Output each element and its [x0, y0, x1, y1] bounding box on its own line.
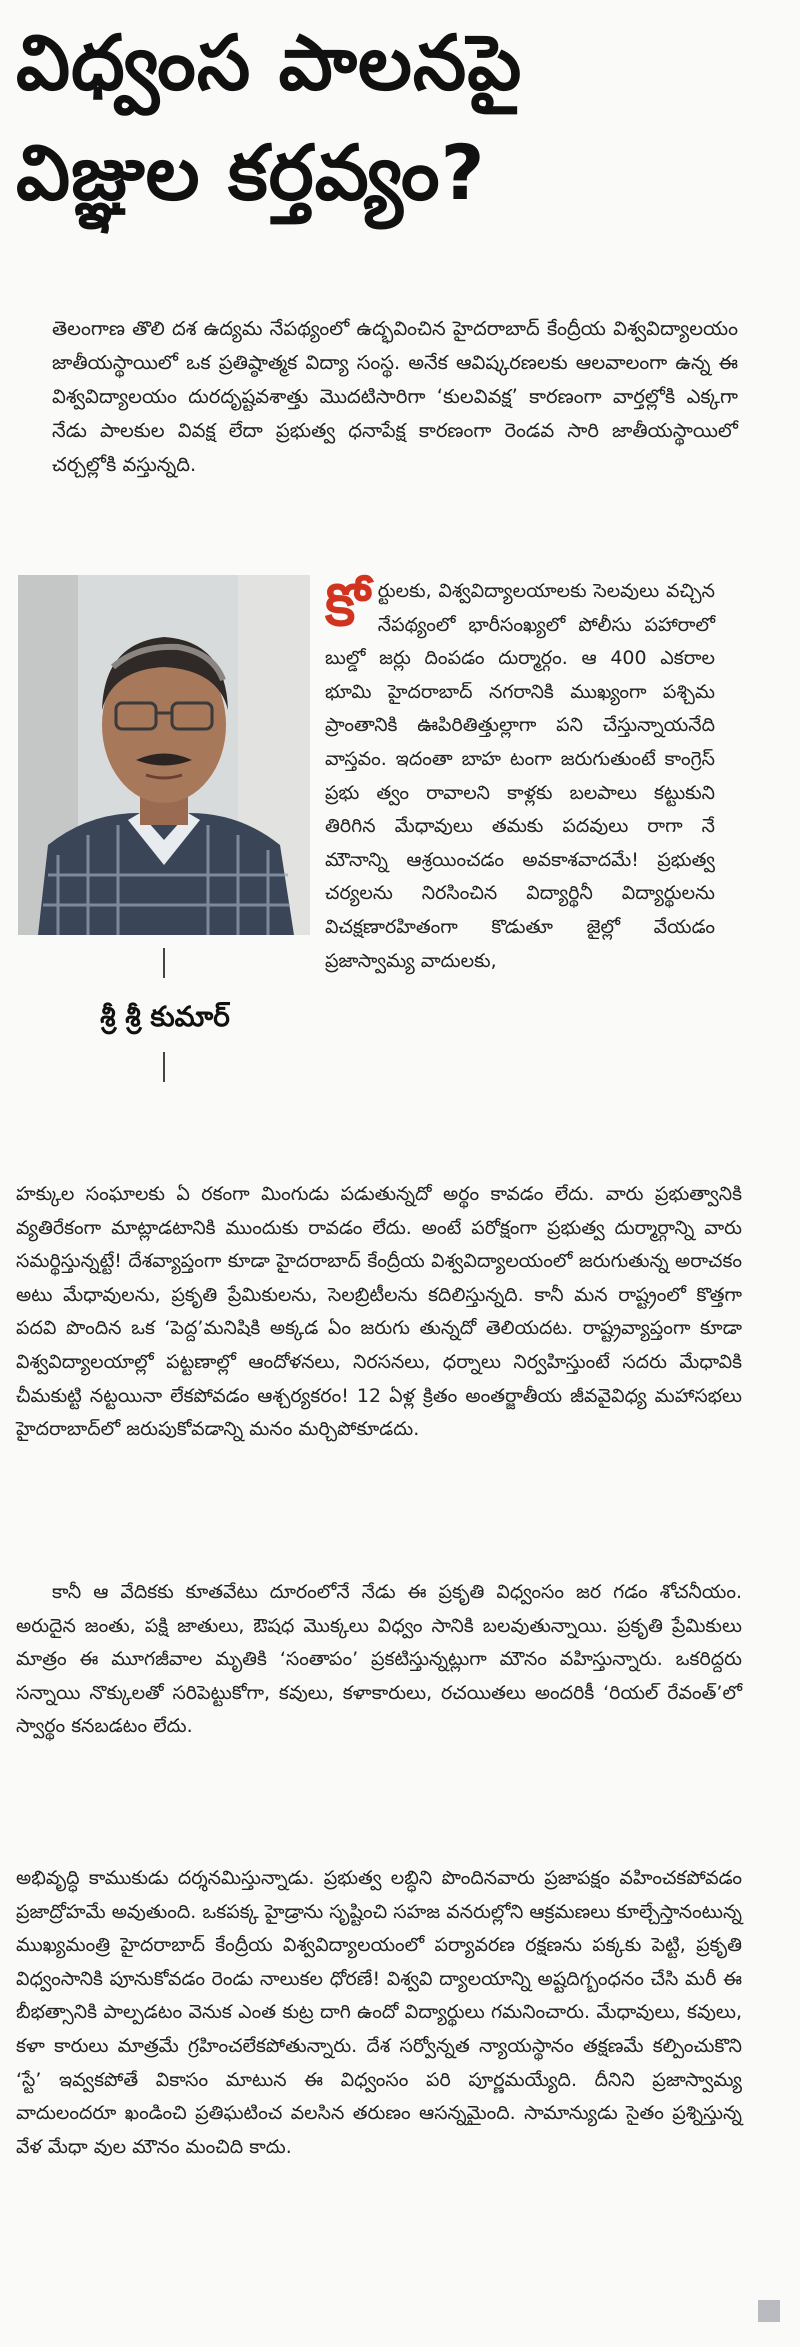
byline-divider-bottom — [163, 1052, 165, 1082]
headline-line-2: విజ్ఞుల కర్తవ్యం? — [16, 128, 486, 217]
dropcap: కో — [325, 571, 370, 639]
author-byline: శ్రీ శ్రీ కుమార్ — [100, 1000, 230, 1033]
headline-line-1: విధ్వంస పాలనపై — [16, 18, 523, 107]
headline — [16, 8, 786, 228]
article-paragraph-2: కానీ ఆ వేదికకు కూతవేటు దూరంలోనే నేడు ఈ ప్రకృతి విధ్వంసం జర గడం శోచనీయం. అరుదైన జంతు, పక్షి జాతులు, ఔషధ మొక్కలు విధ్వం సానికి బలవుతున్నాయి. ప్రకృతి ప్రేమికులు మాత్రం ఈ మూగజీవాల మృతికి ‘సంతాపం’ ప్రకటిస్తున్నట్లుగా మౌనం వహిస్తున్నారు. ఒకరిద్దరు సన్నాయి నొక్కులతో సరిపెట్టుకోగా, కవులు, కళాకారులు, రచయితలు అందరికీ ‘రియల్ రేవంత్’లో స్వార్థం కనబడటం లేదు. — [16, 1581, 742, 1738]
author-portrait-image — [18, 575, 310, 935]
article-column — [325, 571, 715, 978]
column-text: ర్టులకు, విశ్వవిద్యాలయాలకు సెలవులు వచ్చిన నేపథ్యంలో భారీసంఖ్యలో పోలీసు పహారాలో బుల్డో జర్లు దింపడం దుర్మార్గం. ఆ 400 ఎకరాల భూమి హైదరాబాద్ నగరానికి ముఖ్యంగా పశ్చిమ ప్రాంతానికి ఊపిరితిత్తుల్లాగా పని చేస్తున్నాయనేది వాస్తవం. ఇదంతా బాహ టంగా జరుగుతుంటే కాంగ్రెస్ ప్రభు త్వం రావాలని కాళ్లకు బలపాలు కట్టుకుని తిరిగిన మేధావులు తమకు పదవులు రాగా నే మౌనాన్ని ఆశ్రయించడం అవకాశవాదమే! ప్రభుత్వ చర్యలను నిరసించిన విద్యార్థినీ విద్యార్థులను విచక్షణారహితంగా కొడుతూ జైల్లో వేయడం ప్రజాస్వామ్య వాదులకు, — [325, 580, 715, 972]
byline-divider-top — [163, 948, 165, 978]
intro-paragraph: తెలంగాణ తొలి దశ ఉద్యమ నేపథ్యంలో ఉద్భవించిన హైదరాబాద్ కేంద్రీయ విశ్వవిద్యాలయం జాతీయస్థాయిలో ఒక ప్రతిష్ఠాత్మక విద్యా సంస్థ. అనేక ఆవిష్కరణలకు ఆలవాలంగా ఉన్న ఈ విశ్వవిద్యాలయం దురదృష్టవశాత్తు మొదటిసారిగా ‘కులవివక్ష’ కారణంగా వార్తల్లోకి ఎక్కగా నేడు పాలకుల వివక్ష లేదా ప్రభుత్వ ధనాపేక్ష కారణంగా రెండవ సారి జాతీయస్థాయిలో చర్చల్లోకి వస్తున్నది. — [52, 317, 738, 476]
author-photo — [18, 575, 310, 935]
end-marker — [758, 2300, 780, 2322]
article-paragraph-3: అభివృద్ధి కాముకుడు దర్శనమిస్తున్నాడు. ప్రభుత్వ లబ్ధిని పొందినవారు ప్రజాపక్షం వహించకపోవడం ప్రజాద్రోహమే అవుతుంది. ఒకపక్క హైడ్రాను సృష్టించి సహజ వనరుల్లోని ఆక్రమణలు కూల్చేస్తానంటున్న ముఖ్యమంత్రి హైదరాబాద్ కేంద్రీయ విశ్వవిద్యాలయంలో పర్యావరణ రక్షణను పక్కకు పెట్టి, ప్రకృతి విధ్వంసానికి పూనుకోవడం రెండు నాలుకల ధోరణే! విశ్వవి ద్యాలయాన్ని అష్టదిగ్బంధనం చేసి మరీ ఈ బీభత్సానికి పాల్పడటం వెనుక ఎంత కుట్ర దాగి ఉందో విద్యార్థులు గమనించారు. మేధావులు, కవులు, కళా కారులు మాత్రమే గ్రహించలేకపోతున్నారు. దేశ సర్వోన్నత న్యాయస్థానం తక్షణమే కల్పించుకొని ‘స్టే’ ఇవ్వకపోతే వికాసం మాటున ఈ విధ్వంసం పరి పూర్ణమయ్యేది. దీనిని ప్రజాస్వామ్య వాదులందరూ ఖండించి ప్రతిఘటించ వలసిన తరుణం ఆసన్నమైంది. సామాన్యుడు సైతం ప్రశ్నిస్తున్న వేళ మేధా వుల మౌనం మంచిది కాదు. — [16, 1867, 742, 2158]
article-continued: హక్కుల సంఘాలకు ఏ రకంగా మింగుడు పడుతున్నదో అర్థం కావడం లేదు. వారు ప్రభుత్వానికి వ్యతిరేకంగా మాట్లాడటానికి ముందుకు రావడం లేదు. అంటే పరోక్షంగా ప్రభుత్వ దుర్మార్గాన్ని వారు సమర్థిస్తున్నట్టే! దేశవ్యాప్తంగా కూడా హైదరాబాద్ కేంద్రీయ విశ్వవిద్యాలయంలో జరుగుతున్న అరాచకం అటు మేధావులను, ప్రకృతి ప్రేమికులను, సెలబ్రిటీలను కదిలిస్తున్నది. కానీ మన రాష్ట్రంలో కొత్తగా పదవి పొందిన ఒక ‘పెద్ద’మనిషికి అక్కడ ఏం జరుగు తున్నదో తెలియదట. రాష్ట్రవ్యాప్తంగా కూడా విశ్వవిద్యాలయాల్లో పట్టణాల్లో ఆందోళనలు, నిరసనలు, ధర్నాలు నిర్వహిస్తుంటే సదరు మేధావికి చీమకుట్టి నట్టయినా లేకపోవడం ఆశ్చర్యకరం! 12 ఏళ్ల క్రితం అంతర్జాతీయ జీవవైవిధ్య మహాసభలు హైదరాబాద్‌లో జరుపుకోవడాన్ని మనం మర్చిపోకూడదు. — [16, 1183, 742, 1441]
